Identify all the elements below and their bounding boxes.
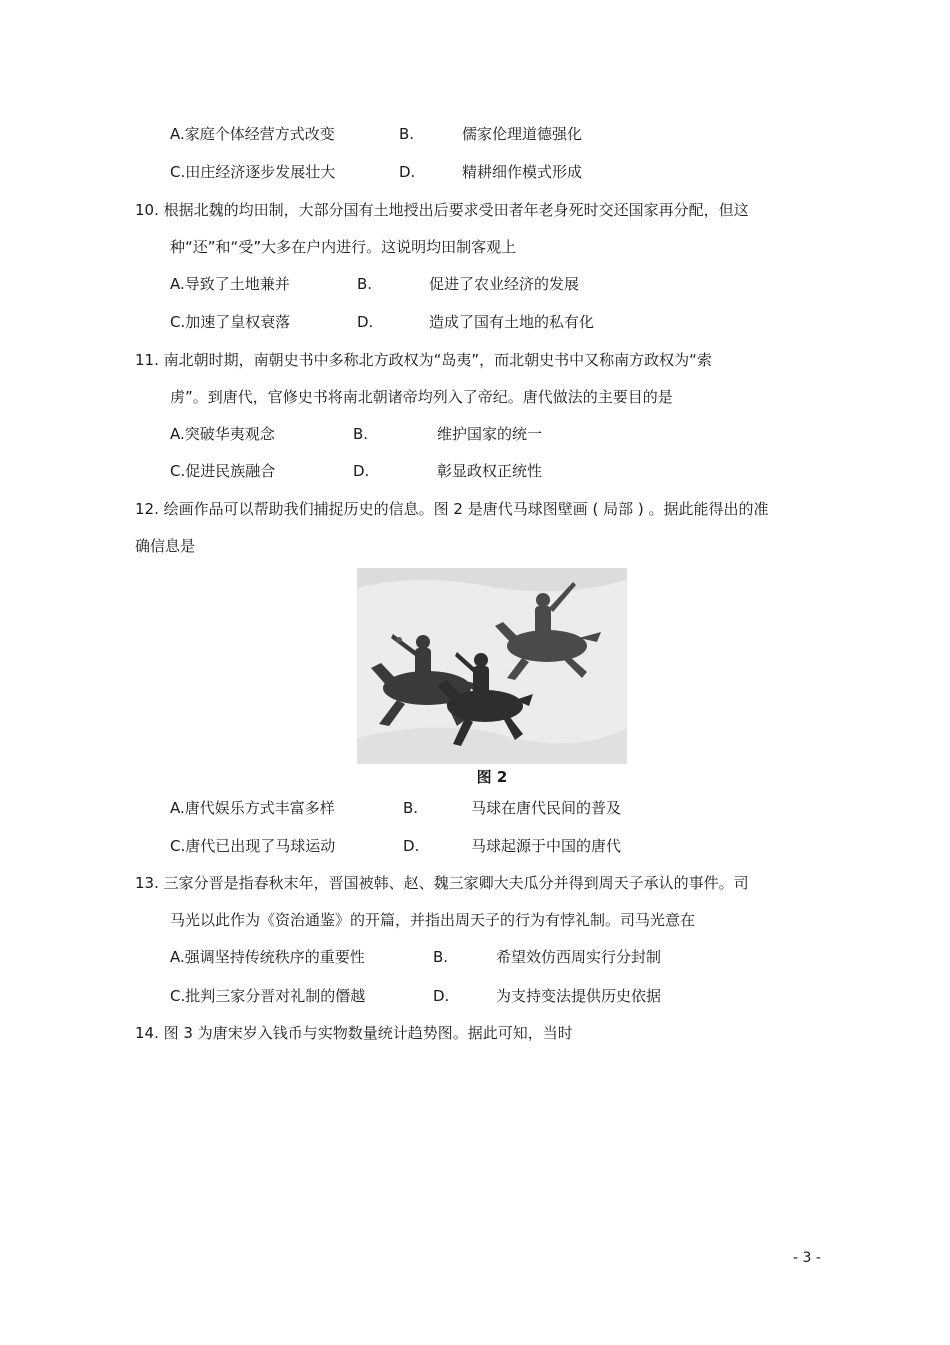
q9-option-a: A.家庭个体经营方式改变 (170, 125, 335, 143)
q11-option-c: C.促进民族融合 (170, 462, 276, 480)
q10-stem-line1: 10. 根据北魏的均田制，大部分国有土地授出后要求受田者年老身死时交还国家再分配，但这 (135, 201, 749, 219)
q13-option-b-letter: B. (433, 948, 449, 966)
q11-option-b-letter: B. (353, 425, 369, 443)
q11-option-d-letter: D. (353, 462, 370, 480)
q9-option-b-letter: B. (399, 125, 415, 143)
q11-option-b-text: 维护国家的统一 (437, 425, 543, 443)
q13-option-d-text: 为支持变法提供历史依据 (496, 987, 662, 1005)
q12-stem-line1: 12. 绘画作品可以帮助我们捕捉历史的信息。图 2 是唐代马球图壁画 ( 局部 ) 。据此能得出的准 (135, 500, 769, 518)
q11-stem-line1: 11. 南北朝时期，南朝史书中多称北方政权为“岛夷”，而北朝史书中又称南方政权为“索 (135, 351, 712, 369)
q12-option-b-text: 马球在唐代民间的普及 (471, 799, 622, 817)
q12-option-d-letter: D. (403, 837, 420, 855)
q10-option-a: A.导致了土地兼并 (170, 275, 290, 293)
q12-stem-line2: 确信息是 (135, 537, 196, 555)
figure-caption: 图 2 (476, 768, 508, 786)
q11-option-d-text: 彰显政权正统性 (437, 462, 543, 480)
q10-option-b-letter: B. (357, 275, 373, 293)
q12-option-a: A.唐代娱乐方式丰富多样 (170, 799, 335, 817)
polo-mural-figure (357, 568, 627, 788)
q13-stem-line2: 马光以此作为《资治通鉴》的开篇，并指出周天子的行为有悖礼制。司马光意在 (170, 911, 696, 929)
q10-option-c: C.加速了皇权衰落 (170, 313, 291, 331)
q12-option-d-text: 马球起源于中国的唐代 (471, 837, 622, 855)
q9-option-d-text: 精耕细作模式形成 (462, 163, 583, 181)
q13-option-a: A.强调坚持传统秩序的重要性 (170, 948, 365, 966)
q9-option-c: C.田庄经济逐步发展壮大 (170, 163, 336, 181)
page-number: - 3 - (793, 1250, 821, 1266)
q12-option-c: C.唐代已出现了马球运动 (170, 837, 336, 855)
q10-stem-line2: 种“还”和“受”大多在户内进行。这说明均田制客观上 (170, 238, 517, 256)
q11-stem-line2: 虏”。到唐代，官修史书将南北朝诸帝均列入了帝纪。唐代做法的主要目的是 (170, 388, 673, 406)
q10-option-d-letter: D. (357, 313, 374, 331)
q14-stem-line1: 14. 图 3 为唐宋岁入钱币与实物数量统计趋势图。据此可知，当时 (135, 1024, 573, 1042)
q13-option-b-text: 希望效仿西周实行分封制 (496, 948, 662, 966)
q13-stem-line1: 13. 三家分晋是指春秋末年，晋国被韩、赵、魏三家卿大夫瓜分并得到周天子承认的事件。司 (135, 874, 749, 892)
polo-mural-image (357, 568, 627, 764)
q10-option-d-text: 造成了国有土地的私有化 (429, 313, 595, 331)
q9-option-d-letter: D. (399, 163, 416, 181)
q13-option-d-letter: D. (433, 987, 450, 1005)
q9-option-b-text: 儒家伦理道德强化 (462, 125, 583, 143)
q11-option-a: A.突破华夷观念 (170, 425, 275, 443)
q10-option-b-text: 促进了农业经济的发展 (429, 275, 580, 293)
q12-option-b-letter: B. (403, 799, 419, 817)
q13-option-c: C.批判三家分晋对礼制的僭越 (170, 987, 366, 1005)
